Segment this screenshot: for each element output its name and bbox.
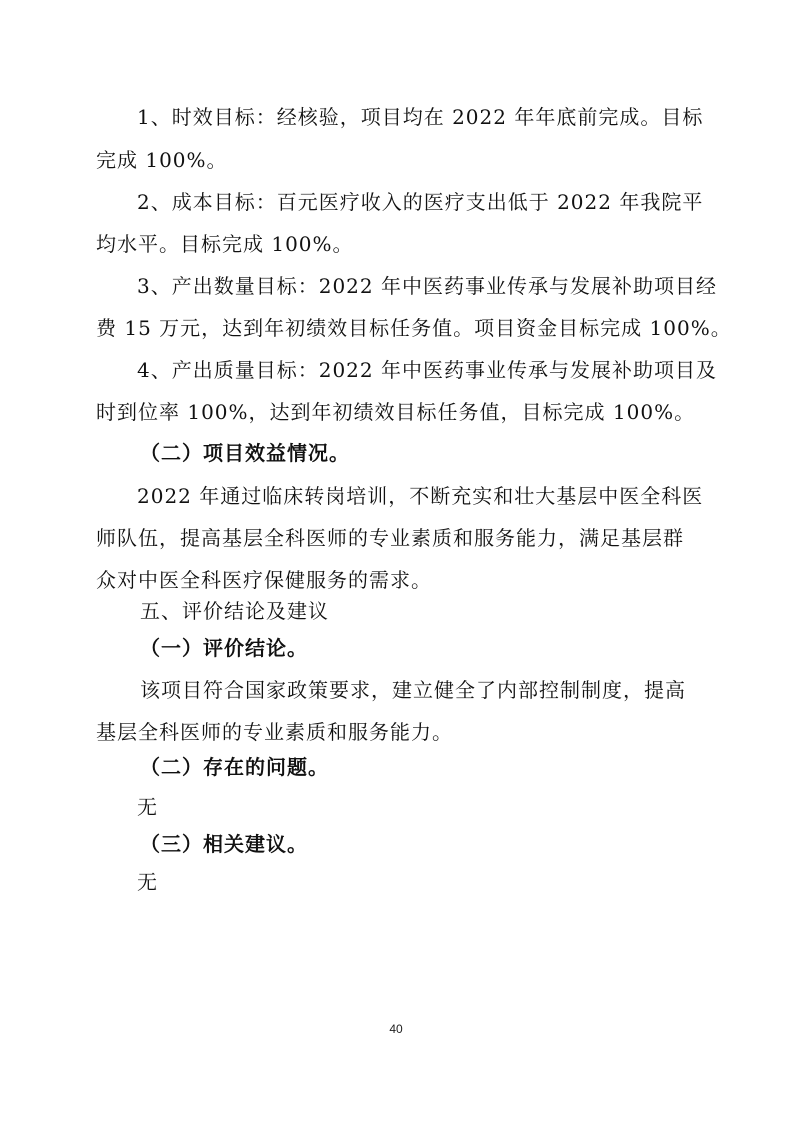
heading-evaluation-conclusion: （一）评价结论。 <box>140 636 308 660</box>
paragraph-problems-none: 无 <box>137 795 158 819</box>
paragraph-benefit-line-3: 众对中医全科医疗保健服务的需求。 <box>96 568 432 592</box>
paragraph-benefit-line-2: 师队伍，提高基层全科医师的专业素质和服务能力，满足基层群 <box>96 526 684 550</box>
paragraph-conclusion-line-1: 该项目符合国家政策要求，建立健全了内部控制制度，提高 <box>140 678 686 702</box>
paragraph-quantity-target-line-2: 费 15 万元，达到年初绩效目标任务值。项目资金目标完成 100%。 <box>96 316 732 340</box>
paragraph-suggestions-none: 无 <box>137 870 158 894</box>
paragraph-cost-target-line-1: 2、成本目标：百元医疗收入的医疗支出低于 2022 年我院平 <box>137 190 704 214</box>
paragraph-time-target-line-2: 完成 100%。 <box>96 148 228 172</box>
paragraph-conclusion-line-2: 基层全科医师的专业素质和服务能力。 <box>96 720 453 744</box>
paragraph-quality-target-line-1: 4、产出质量目标：2022 年中医药事业传承与发展补助项目及 <box>137 358 717 382</box>
heading-section-five: 五、评价结论及建议 <box>140 599 329 623</box>
heading-related-suggestions: （三）相关建议。 <box>140 832 308 856</box>
paragraph-time-target-line-1: 1、时效目标：经核验，项目均在 2022 年年底前完成。目标 <box>137 105 704 129</box>
paragraph-quantity-target-line-1: 3、产出数量目标：2022 年中医药事业传承与发展补助项目经 <box>137 274 717 298</box>
heading-project-benefit: （二）项目效益情况。 <box>140 441 350 465</box>
paragraph-benefit-line-1: 2022 年通过临床转岗培训，不断充实和壮大基层中医全科医 <box>137 484 704 508</box>
paragraph-cost-target-line-2: 均水平。目标完成 100%。 <box>96 232 354 256</box>
paragraph-quality-target-line-2: 时到位率 100%，达到年初绩效目标任务值，目标完成 100%。 <box>96 400 696 424</box>
page-number: 40 <box>389 1022 403 1036</box>
heading-existing-problems: （二）存在的问题。 <box>140 755 329 779</box>
